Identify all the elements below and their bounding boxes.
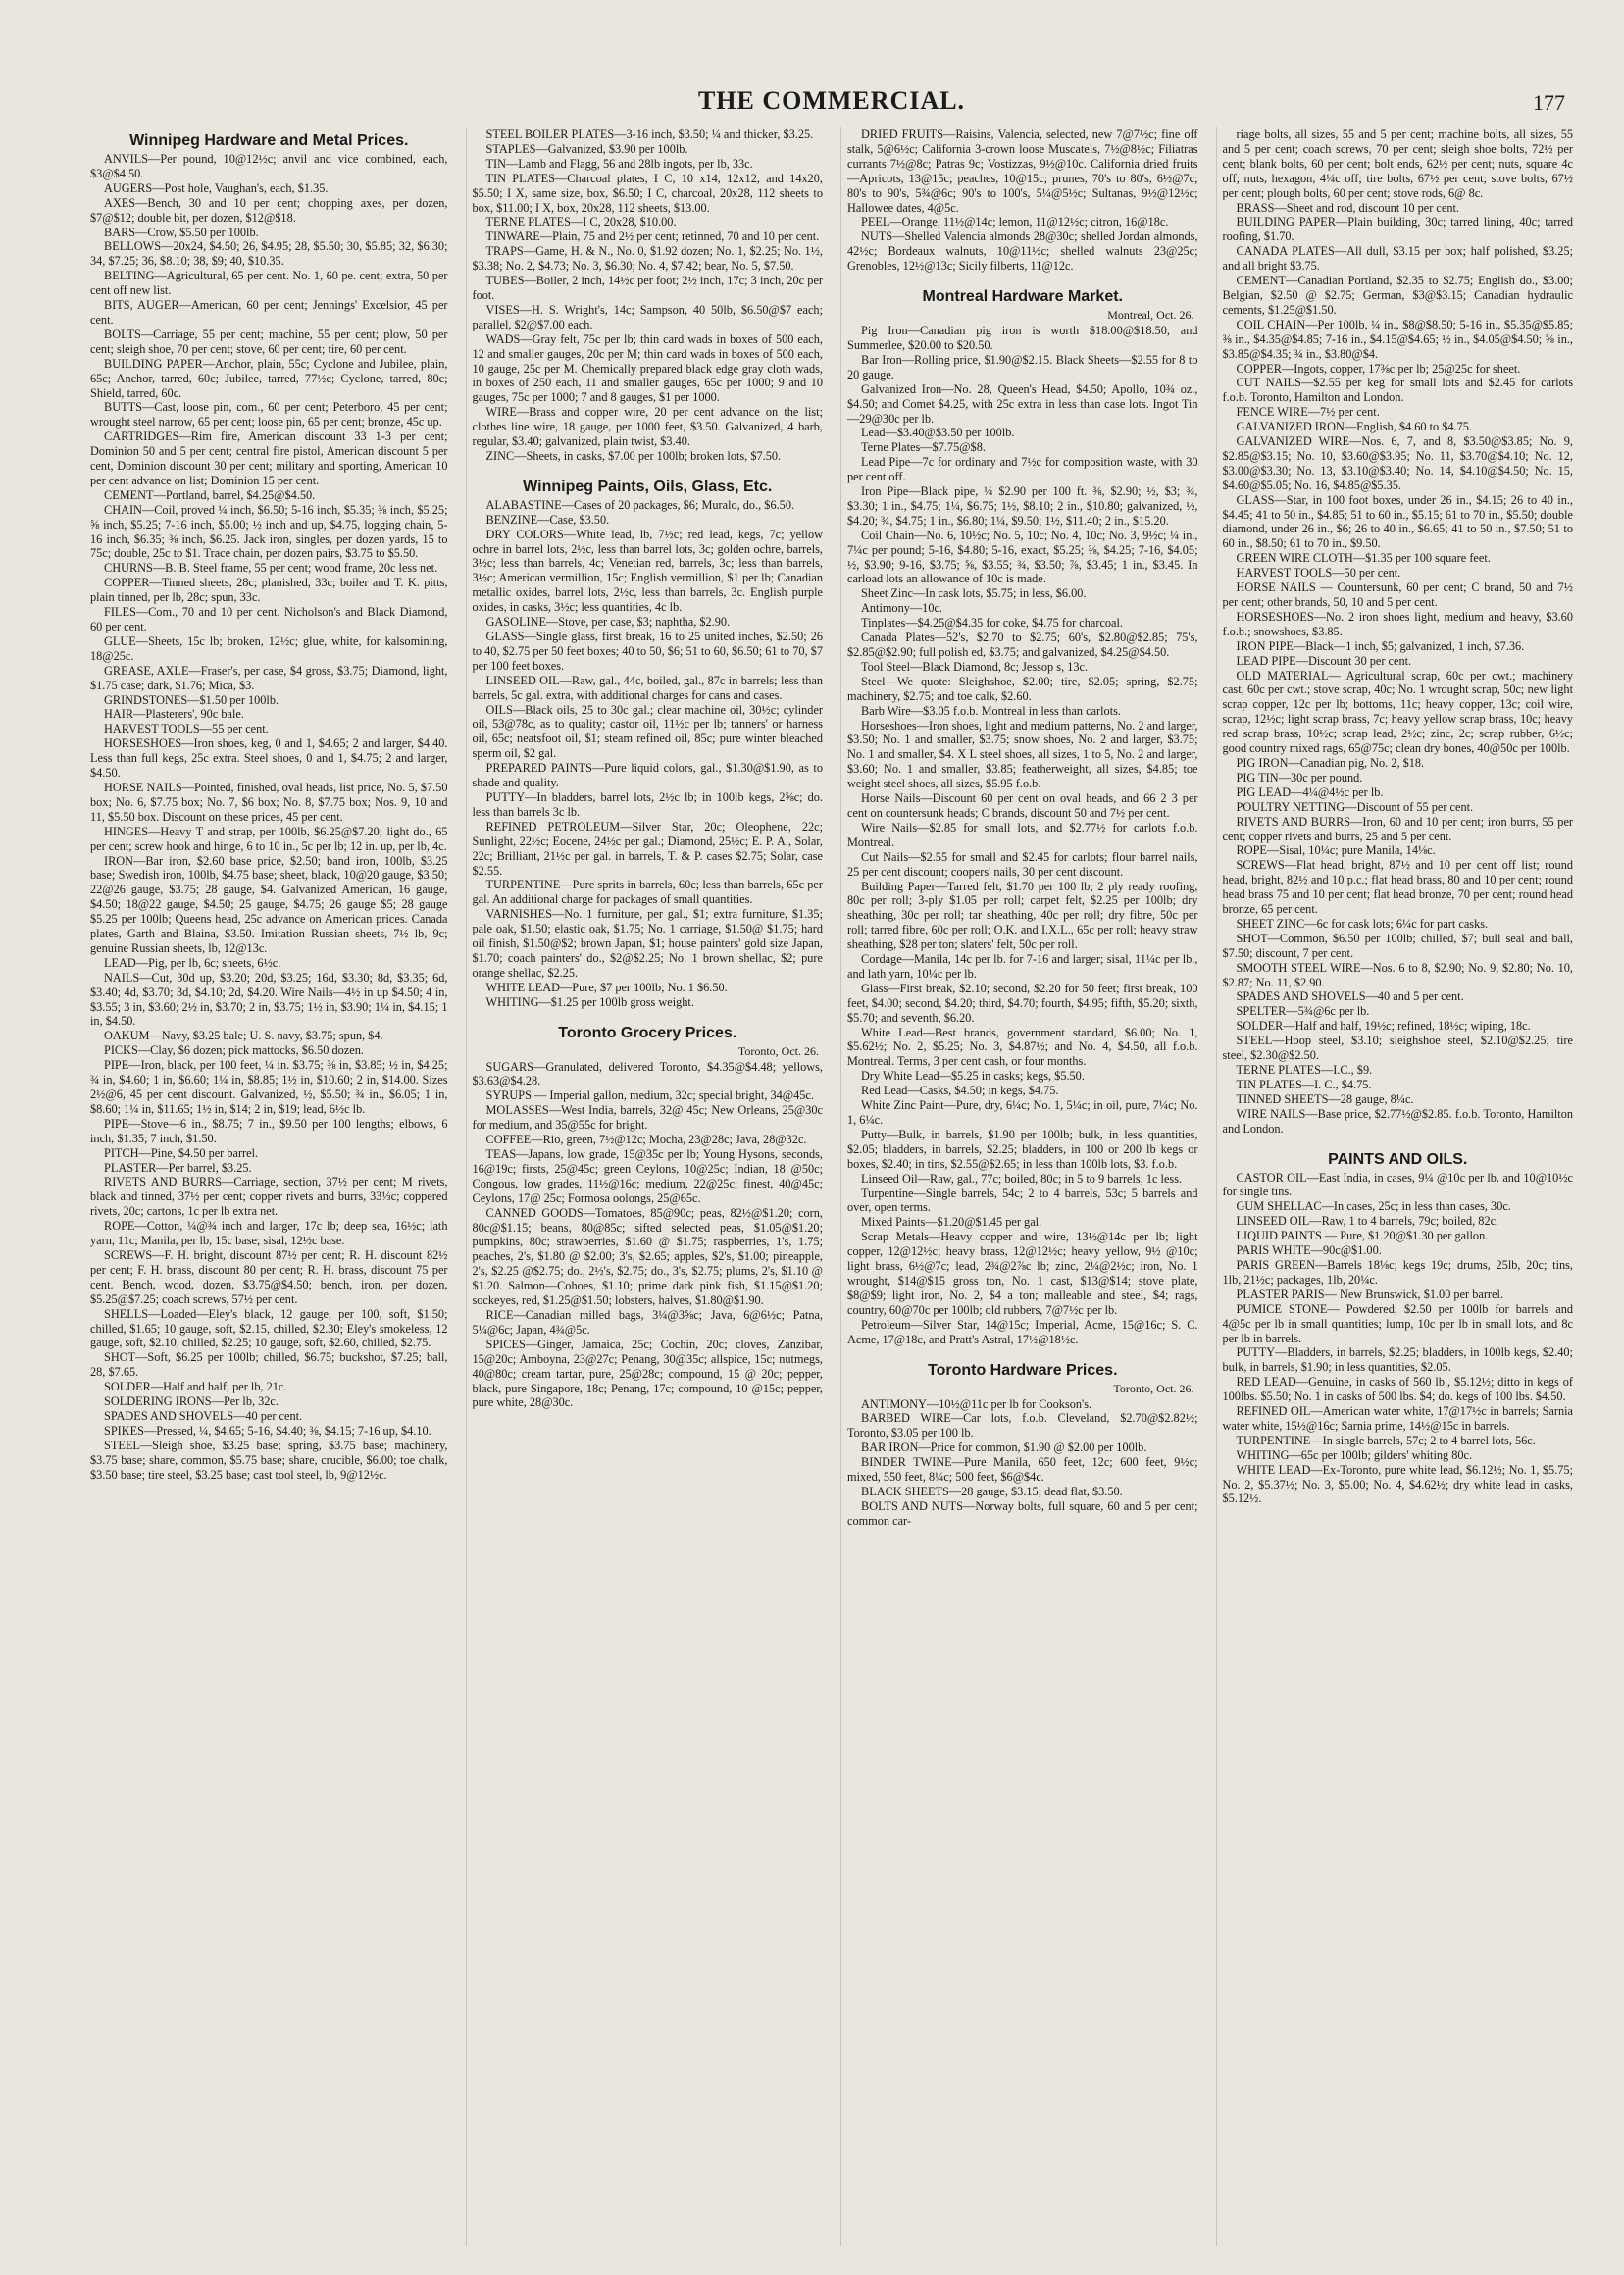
price-entry: WHITE LEAD—Pure, $7 per 100lb; No. 1 $6.50. — [485, 980, 728, 994]
price-section — [847, 127, 1198, 274]
price-entry: BOLTS AND NUTS—Norway bolts, full square, 60 and 5 per cent; common car- — [847, 1498, 1198, 1528]
price-entry: Mixed Paints—$1.20@$1.45 per gal. — [861, 1215, 1042, 1230]
price-entry: HINGES—Heavy T and strap, per 100lb, $6.25@$7.20; light do., 65 per cent; screw hook and hinge, 6 to 10 in., 5c per lb; 12 in. up, per lb, 4c. — [90, 824, 448, 853]
price-entry: SPADES AND SHOVELS—40 and 5 per cent. — [1236, 989, 1464, 1004]
price-entry: BUILDING PAPER—Anchor, plain, 55c; Cyclone and Jubilee, plain, 65c; Anchor, tarred, 60c; Jubilee, tarred, 77½c; Cyclone, tarred, 80c; Shield, tarred, 60c. — [90, 356, 448, 400]
column-4 — [1216, 127, 1574, 2246]
section-heading: Toronto Grocery Prices. — [558, 1024, 737, 1041]
price-entry: RIVETS AND BURRS—Iron, 60 and 10 per cent; iron burrs, 55 per cent; copper rivets and burrs, 25 and 5 per cent. — [1222, 814, 1573, 843]
price-entry: riage bolts, all sizes, 55 and 5 per cent; machine bolts, all sizes, 55 and 5 per cent; coach screws, 70 per cent; sleigh shoe bolts, 72½ per cent; blank bolts, 60 per cent; bolt ends, 62½ per cent; nuts, square 4c off; nuts, hexagon, 4¼c off; tire bolts, 67½ per cent; stove bolts, 67½ per cent; plough bolts, 60 per cent; stove rods, 6@ 8c. — [1222, 127, 1573, 200]
price-entry: SPADES AND SHOVELS—40 per cent. — [104, 1408, 303, 1423]
dateline: Toronto, Oct. 26. — [737, 1043, 819, 1058]
price-entry: TUBES—Boiler, 2 inch, 14½c per foot; 2½ inch, 17c; 3 inch, 20c per foot. — [472, 274, 823, 302]
price-entry: ZINC—Sheets, in casks, $7.00 per 100lb; broken lots, $7.50. — [485, 448, 782, 463]
price-entry: SCREWS—Flat head, bright, 87½ and 10 per cent off list; round head, bright, 82½ and 10 p.c.; flat head brass, 80 and 10 per cent; round head brass 75 and 10 per cent; flat head bronze, 70 per cent; round head bronze, 65 per cent. — [1222, 858, 1573, 917]
price-entry: BAR IRON—Price for common, $1.90 @ $2.00 per 100lb. — [861, 1441, 1147, 1455]
page-number: 177 — [1533, 90, 1565, 115]
price-entry: Cordage—Manila, 14c per lb. for 7-16 and larger; sisal, 11¼c per lb., and lath yarn, 10¼c per lb. — [847, 952, 1198, 981]
price-entry: LIQUID PAINTS — Pure, $1.20@$1.30 per gallon. — [1236, 1229, 1489, 1243]
price-entry: SCREWS—F. H. bright, discount 87½ per cent; R. H. discount 82½ per cent; F. H. brass, discount 80 per cent; R. H. brass, discount 75 per cent. Bench, wood, dozen, $3.75@$4.50; bench, iron, per dozen, $5.25@$7.25; coach screws, 57½ per cent. — [90, 1247, 448, 1306]
price-entry: BENZINE—Case, $3.50. — [485, 512, 610, 527]
price-entry: LINSEED OIL—Raw, 1 to 4 barrels, 79c; boiled, 82c. — [1236, 1214, 1499, 1229]
price-entry: REFINED OIL—American water white, 17@17½c in barrels; Sarnia water white, 15½@16c; Sarnia prime, 14½@15c in barrels. — [1222, 1404, 1573, 1433]
price-entry: GASOLINE—Stove, per case, $3; naphtha, $2.90. — [485, 615, 731, 630]
price-entry: Building Paper—Tarred felt, $1.70 per 100 lb; 2 ply ready roofing, 80c per roll; 3-ply $1.05 per roll; carpet felt, $2.25 per 100lb; dry sheathing, 30c per roll; tar sheathing, 40c per roll; dry fibre, 50c per roll; tarred fibre, 60c per roll; O.K. and I.X.L., 65c per roll; heavy straw sheathing, $28 per ton; slaters' felt, 50c per roll. — [847, 879, 1198, 952]
section-heading: PAINTS AND OILS. — [1328, 1150, 1468, 1168]
price-entry: Petroleum—Silver Star, 14@15c; Imperial, Acme, 15@16c; S. C. Acme, 17@18c, and Pratt's Astral, 17½@18½c. — [847, 1317, 1198, 1346]
price-entry: Horse Nails—Discount 60 per cent on oval heads, and 66 2 3 per cent on countersunk heads; C brands, discount 50 and 7½ per cent. — [847, 791, 1198, 820]
price-entry: WADS—Gray felt, 75c per lb; thin card wads in boxes of 500 each, 12 and smaller gauges, 20c per M; thin card wads in boxes of 500 each, 10 gauge, 25c per M. Chemically prepared black edge gray cloth wads, in boxes of 250 each, 11 and smaller gauges, 65c per 1000; 9 and 10 gauges, 75c per 1000; 7 and 8 gauges, $1 per 1000. — [472, 331, 823, 405]
price-entry: GALVANIZED IRON—English, $4.60 to $4.75. — [1236, 420, 1472, 434]
price-entry: HAIR—Plasterers', 90c bale. — [104, 707, 244, 722]
price-entry: CASTOR OIL—East India, in cases, 9¼ @10c per lb. and 10@10½c for single tins. — [1222, 1170, 1573, 1199]
price-entry: TIN—Lamb and Flagg, 56 and 28lb ingots, per lb, 33c. — [485, 156, 753, 171]
price-entry: GREEN WIRE CLOTH—$1.35 per 100 square feet. — [1236, 551, 1491, 566]
price-entry: CHURNS—B. B. Steel frame, 55 per cent; wood frame, 20c less net. — [104, 561, 438, 576]
price-section — [473, 1024, 824, 1411]
price-entry: WHITING—65c per 100lb; gilders' whiting 80c. — [1236, 1447, 1473, 1462]
price-entry: CANNED GOODS—Tomatoes, 85@90c; peas, 82½@$1.20; corn, 80c@$1.15; beans, 80@85c; sifted selected peas, $1.05@$1.20; pumpkins, 80c; strawberries, $1.60 @ $1.75; raspberries, 1's, 1.75; peaches, 2's, $1.80 @ $2.00; 3's, $2.65; apples, $2's, $1.00; pineapple, 2's, $2.25 @$2.75; do., 2½'s, $2.75; do., 3's, $2.75; plums, 2's, $1.10 @ $1.20. Salmon—Cohoes, $1.10; prime dark pink fish, $1.15@$1.20; sockeyes, red, $1.25@$1.50; lobsters, halves, $1.80@$1.90. — [472, 1205, 823, 1308]
price-entry: HORSE NAILS — Countersunk, 60 per cent; C brand, 50 and 7½ per cent; other brands, 50, 10 and 5 per cent. — [1222, 581, 1573, 609]
price-entry: Lead Pipe—7c for ordinary and 7½c for composition waste, with 30 per cent off. — [847, 455, 1198, 484]
price-entry: Linseed Oil—Raw, gal., 77c; boiled, 80c; in 5 to 9 barrels, 1c less. — [861, 1171, 1183, 1186]
price-entry: ANTIMONY—10½@11c per lb for Cookson's. — [861, 1396, 1092, 1411]
price-entry: BARBED WIRE—Car lots, f.o.b. Cleveland, $2.70@$2.82½; Toronto, $3.05 per 100 lb. — [847, 1411, 1198, 1441]
page-header — [90, 86, 1573, 124]
article-columns — [90, 127, 1573, 2246]
price-entry: AUGERS—Post hole, Vaughan's, each, $1.35. — [104, 180, 329, 195]
column-1 — [90, 127, 448, 2246]
price-entry: REFINED PETROLEUM—Silver Star, 20c; Oleophene, 22c; Sunlight, 22½c; Eocene, 24½c per gal.; Diamond, 25½c; E. P. A., Solar, 22c; Brilliant, 21½c per gal. in barrels, T. & P. cases $2.75; Solar, case $2.55. — [472, 819, 823, 878]
price-entry: TINWARE—Plain, 75 and 2½ per cent; retinned, 70 and 10 per cent. — [485, 229, 820, 244]
price-entry: Cut Nails—$2.55 for small and $2.45 for carlots; flour barrel nails, 25 per cent discount; coopers' nails, 30 per cent discount. — [847, 849, 1198, 879]
price-entry: Horseshoes—Iron shoes, light and medium patterns, No. 2 and larger, $3.50; No. 1 and smaller, $3.75; snow shoes, No. 2 and larger, $3.75; No. 1 and smaller, $4. X L steel shoes, all sizes, 1 to 5, No. 2 and larger, $3.60; No. 1 and smaller, $3.85; featherweight, all sizes, $4.85; toe weight steel shoes, all sizes, $5.95 f.o.b. — [847, 718, 1198, 791]
price-entry: VARNISHES—No. 1 furniture, per gal., $1; extra furniture, $1.35; pale oak, $1.50; elastic oak, $1.75; No. 1 carriage, $1.50@ $1.75; hard oil finish, $1.50@$2; brown Japan, $1; house painters' gold size Japan, $1.70; coach painters' do., $2@$2.25; No. 1 brown shellac, $2; pure orange shellac, $2.25. — [472, 907, 823, 980]
price-entry: PITCH—Pine, $4.50 per barrel. — [104, 1145, 259, 1160]
price-entry: LEAD—Pig, per lb, 6c; sheets, 6½c. — [104, 955, 281, 970]
price-entry: PICKS—Clay, $6 dozen; pick mattocks, $6.50 dozen. — [104, 1043, 364, 1058]
price-entry: Wire Nails—$2.85 for small lots, and $2.77½ for carlots f.o.b. Montreal. — [847, 820, 1198, 849]
price-section — [847, 287, 1198, 1346]
price-entry: GALVANIZED WIRE—Nos. 6, 7, and 8, $3.50@$3.85; No. 9, $2.85@$3.15; No. 10, $3.60@$3.95; No. 11, $3.70@$4.10; No. 12, $3.00@$3.30; No. 13, $3.10@$3.40; No. 14, $4.10@$4.50; No. 15, $4.60@$5.05; No. 16, $4.85@$5.35. — [1222, 434, 1573, 492]
price-entry: COPPER—Ingots, copper, 17⅜c per lb; 25@25c for sheet. — [1236, 361, 1521, 376]
price-entry: FENCE WIRE—7½ per cent. — [1236, 405, 1380, 420]
price-entry: Barb Wire—$3.05 f.o.b. Montreal in less than carlots. — [861, 703, 1121, 718]
price-entry: BELLOWS—20x24, $4.50; 26, $4.95; 28, $5.50; 30, $5.85; 32, $6.30; 34, $7.25; 36, $8.10; 38, $9; 40, $10.35. — [90, 239, 448, 269]
price-entry: SHOT—Common, $6.50 per 100lb; chilled, $7; bull seal and ball, $7.50; discount, 7 per cent. — [1222, 931, 1573, 960]
price-entry: TURPENTINE—Pure sprits in barrels, 60c; less than barrels, 65c per gal. An additional charge for packages of small quantities. — [472, 878, 823, 907]
price-entry: HARVEST TOOLS—50 per cent. — [1236, 566, 1401, 581]
price-entry: COFFEE—Rio, green, 7½@12c; Mocha, 23@28c; Java, 28@32c. — [485, 1133, 807, 1147]
price-entry: RICE—Canadian milled bags, 3¼@3⅝c; Java, 6@6½c; Patna, 5¼@6c; Japan, 4¾@5c. — [472, 1307, 823, 1337]
price-entry: Canada Plates—52's, $2.70 to $2.75; 60's, $2.80@$2.85; 75's, $2.85@$2.90; full polish ed, $3.75; and galvanized, $4.25@$4.50. — [847, 631, 1198, 659]
dateline: Montreal, Oct. 26. — [1107, 308, 1194, 323]
price-entry: OAKUM—Navy, $3.25 bale; U. S. navy, $3.75; spun, $4. — [104, 1029, 383, 1043]
price-entry: FILES—Com., 70 and 10 per cent. Nicholson's and Black Diamond, 60 per cent. — [90, 605, 448, 633]
price-entry: TRAPS—Game, H. & N., No. 0, $1.92 dozen; No. 1, $2.25; No. 1½, $3.38; No. 2, $4.73; No. 3, $6.30; No. 4, $7.42; bear, No. 5, $7.50. — [472, 244, 823, 274]
price-entry: Bar Iron—Rolling price, $1.90@$2.15. Black Sheets—$2.55 for 8 to 20 gauge. — [847, 352, 1198, 381]
price-entry: SPIKES—Pressed, ¼, $4.65; 5-16, $4.40; ⅜, $4.15; 7-16 up, $4.10. — [104, 1423, 431, 1438]
price-entry: IRON—Bar iron, $2.60 base price, $2.50; band iron, 100lb, $3.25 base; Swedish iron, 100lb, $4.75 base; sheet, black, 10@20 gauge, $3.50; 22@26 gauge, $3.75; 28 gauge, $4. Galvanized American, 16 gauge, $4.50; 18@22 gauge, $4.50; 25 gauge, $4.75; 26 gauge $5; 28 gauge $5.25 per 100lb; Queens head, 25c advance on American prices. Canada plates, Garth and Blaina, $3.50. Imitation Russian sheets, 7½ lb, 9c; genuine Russian sheets, lb, 12@13c. — [90, 853, 448, 955]
price-entry: SUGARS—Granulated, delivered Toronto, $4.35@$4.48; yellows, $3.63@$4.28. — [472, 1059, 823, 1088]
price-entry: SPICES—Ginger, Jamaica, 25c; Cochin, 20c; cloves, Zanzibar, 15@20c; Amboyna, 23@27c; Penang, 30@35c; allspice, 15c; nutmegs, 40@80c; cream tartar, pure, 25@28c; compound, 15 @ 20c; pepper, black, pure Singapore, 18c; Penang, 17c; compound, 10 @15c; pepper, pure white, 28@30c. — [472, 1337, 823, 1410]
price-entry: BLACK SHEETS—28 gauge, $3.15; dead flat, $3.50. — [861, 1484, 1123, 1498]
price-entry: PARIS WHITE—90c@$1.00. — [1236, 1243, 1382, 1258]
price-entry: Antimony—10c. — [861, 601, 942, 616]
price-entry: SHELLS—Loaded—Eley's black, 12 gauge, per 100, soft, $1.50; chilled, $1.65; 10 gauge, soft, $2.15, chilled, $2.30; Eley's smokeless, 12 gauge, soft, $2.10, chilled, $2.25; 10 gauge, soft, $2.60, chilled, $2.75. — [90, 1306, 448, 1350]
price-entry: SYRUPS — Imperial gallon, medium, 32c; special bright, 34@45c. — [485, 1088, 814, 1103]
price-entry: NUTS—Shelled Valencia almonds 28@30c; shelled Jordan almonds, 42½c; Bordeaux walnuts, 10@11½c; shelled walnuts 23@25c; Grenobles, 12½@13c; Sicily filberts, 11@12c. — [847, 229, 1198, 274]
price-entry: HORSESHOES—No. 2 iron shoes light, medium and heavy, $3.60 f.o.b.; snowshoes, $3.85. — [1222, 609, 1573, 638]
price-entry: WHITE LEAD—Ex-Toronto, pure white lead, $6.12½; No. 1, $5.75; No. 2, $5.37½; No. 3, $5.00; No. 4, $4.62½; dry white lead in casks, $5.12½. — [1222, 1462, 1573, 1506]
price-entry: LINSEED OIL—Raw, gal., 44c, boiled, gal., 87c in barrels; less than barrels, 5c gal. extra, with additional charges for cans and cases. — [472, 673, 823, 702]
price-entry: OILS—Black oils, 25 to 30c gal.; clear machine oil, 30½c; cylinder oil, 53@78c, as to quality; castor oil, 11½c per lb; tanners' or harness oil, 65c; neatsfoot oil, $1; steam refined oil, 85c; pure winter bleached sperm oil, $2 gal. — [472, 702, 823, 761]
masthead-title: THE COMMERCIAL. — [697, 86, 966, 115]
price-entry: SHEET ZINC—6c for cask lots; 6¼c for part casks. — [1236, 916, 1489, 931]
price-entry: SOLDERING IRONS—Per lb, 32c. — [104, 1394, 279, 1409]
section-heading: Toronto Hardware Prices. — [927, 1361, 1118, 1379]
price-entry: LEAD PIPE—Discount 30 per cent. — [1236, 653, 1412, 668]
price-entry: BINDER TWINE—Pure Manila, 650 feet, 12c; 600 feet, 9½c; mixed, 550 feet, 8¼c; 500 feet, $6@$4c. — [847, 1455, 1198, 1485]
price-entry: ALABASTINE—Cases of 20 packages, $6; Muralo, do., $6.50. — [485, 497, 795, 512]
price-entry: Turpentine—Single barrels, 54c; 2 to 4 barrels, 53c; 5 barrels and over, open terms. — [847, 1186, 1198, 1215]
price-entry: PIG LEAD—4¼@4½c per lb. — [1236, 784, 1384, 799]
price-entry: Red Lead—Casks, $4.50; in kegs, $4.75. — [861, 1084, 1059, 1098]
price-section — [847, 1361, 1198, 1529]
price-entry: GLUE—Sheets, 15c lb; broken, 12½c; glue, white, for kalsomining, 18@25c. — [90, 633, 448, 663]
price-entry: TURPENTINE—In single barrels, 57c; 2 to 4 barrel lots, 56c. — [1236, 1433, 1536, 1447]
price-entry: BELTING—Agricultural, 65 per cent. No. 1, 60 pe. cent; extra, 50 per cent off new list. — [90, 269, 448, 298]
price-entry: HARVEST TOOLS—55 per cent. — [104, 722, 269, 736]
section-heading: Montreal Hardware Market. — [922, 288, 1123, 306]
price-entry: STEEL—Hoop steel, $3.10; sleighshoe steel, $2.10@$2.25; tire steel, $2.30@$2.50. — [1222, 1034, 1573, 1063]
price-entry: SOLDER—Half and half, per lb, 21c. — [104, 1380, 287, 1394]
price-entry: RED LEAD—Genuine, in casks of 560 lb., $5.12½; ditto in kegs of 100lbs. $5.50; No. 1 in casks of 500 lbs. $4; do. kegs of 100 lbs. $4.50. — [1222, 1375, 1573, 1404]
price-entry: ROPE—Cotton, ¼@¾ inch and larger, 17c lb; deep sea, 16½c; lath yarn, 11c; Manila, per lb, 15c base; sisal, 12½c base. — [90, 1219, 448, 1248]
price-entry: PUTTY—In bladders, barrel lots, 2½c lb; in 100lb kegs, 2⅝c; do. less than barrels 3c lb. — [472, 789, 823, 819]
price-entry: SHOT—Soft, $6.25 per 100lb; chilled, $6.75; buckshot, $7.25; ball, 28, $7.65. — [90, 1350, 448, 1380]
price-entry: PREPARED PAINTS—Pure liquid colors, gal., $1.30@$1.90, as to shade and quality. — [472, 761, 823, 790]
price-entry: AXES—Bench, 30 and 10 per cent; chopping axes, per dozen, $7@$12; double bit, per dozen, $12@$18. — [90, 195, 448, 225]
price-entry: Lead—$3.40@$3.50 per 100lb. — [861, 426, 1015, 440]
price-entry: Pig Iron—Canadian pig iron is worth $18.00@$18.50, and Summerlee, $20.00 to $20.50. — [847, 324, 1198, 352]
price-entry: Glass—First break, $2.10; second, $2.20 for 50 feet; first break, 100 feet, $4.00; second, $4.20; third, $4.70; fourth, $4.95; fifth, $5.20; sixth, $5.70; and seventh, $6.20. — [847, 981, 1198, 1025]
price-section — [1223, 127, 1574, 1137]
price-entry: BUTTS—Cast, loose pin, com., 60 per cent; Peterboro, 45 per cent; wrought steel narrow, 65 per cent; loose pin, 65 per cent; bronze, 45c up. — [90, 400, 448, 430]
price-entry: Tinplates—$4.25@$4.35 for coke, $4.75 for charcoal. — [861, 616, 1124, 631]
price-entry: GLASS—Single glass, first break, 16 to 25 united inches, $2.50; 26 to 40, $2.75 per 50 feet boxes; 40 to 50, $6; 51 to 60, $6.50; 61 to 70, $7 per 100 feet boxes. — [472, 630, 823, 673]
price-entry: Galvanized Iron—No. 28, Queen's Head, $4.50; Apollo, 10¾ oz., $4.50; and Comet $4.25, with 25c extra in less than case lots. Ingot Tin—29@30c per lb. — [847, 381, 1198, 426]
price-entry: MOLASSES—West India, barrels, 32@ 45c; New Orleans, 25@30c for medium, and 35@55c for bright. — [472, 1103, 823, 1133]
price-entry: WHITING—$1.25 per 100lb gross weight. — [485, 994, 694, 1009]
price-entry: CANADA PLATES—All dull, $3.15 per box; half polished, $3.25; and all bright $3.75. — [1222, 244, 1573, 274]
price-entry: RIVETS AND BURRS—Carriage, section, 37½ per cent; M rivets, black and tinned, 37½ per cent; copper rivets and burrs, 33⅓c; coppered rivets, 20c; cartons, 1c per lb extra net. — [90, 1175, 448, 1219]
price-entry: IRON PIPE—Black—1 inch, $5; galvanized, 1 inch, $7.36. — [1236, 638, 1525, 653]
price-entry: Coil Chain—No. 6, 10½c; No. 5, 10c; No. 4, 10c; No. 3, 9½c; ¼ in., 7¼c per pound; 5-16, $4.80; 5-16, exact, $5.25; ⅜, $4.25; 7-16, $4.05; ½, $3.90; 9-16, $3.75; ⅝, $3.55; ¾, $3.50; ⅞, $3.45; 1 in., $3.45. In carload lots an allowance of 10c is made. — [847, 528, 1198, 586]
price-entry: DRY COLORS—White lead, lb, 7½c; red lead, kegs, 7c; yellow ochre in barrel lots, 2½c, less than barrel lots, 3c; golden ochre, barrels, 3½c; less than barrels, 4c; Venetian red, barrels, 3c; less than barrels, 3½c; American vermillion, 15c; English vermillion, $1 per lb; Canadian metallic oxides, barrel lots, 2½c, less than barrels, 3c. English purple oxides, in casks, 3½c; less quantities, 4c lb. — [472, 527, 823, 615]
price-entry: BITS, AUGER—American, 60 per cent; Jennings' Excelsior, 45 per cent. — [90, 298, 448, 327]
price-entry: CARTRIDGES—Rim fire, American discount 33 1-3 per cent; Dominion 50 and 5 per cent; central fire pistol, American discount 5 per cent, Dominion discount 30 per cent; military and sporting, American 10 per cent advance on list; Dominion 15 per cent. — [90, 430, 448, 487]
price-entry: PIG TIN—30c per pound. — [1236, 770, 1363, 784]
price-section — [473, 127, 824, 464]
price-entry: ROPE—Sisal, 10¼c; pure Manila, 14⅛c. — [1236, 843, 1436, 858]
price-entry: SMOOTH STEEL WIRE—Nos. 6 to 8, $2.90; No. 9, $2.80; No. 10, $2.87; No. 11, $2.90. — [1222, 960, 1573, 989]
price-entry: WIRE—Brass and copper wire, 20 per cent advance on the list; clothes line wire, 18 gauge, per 1000 feet, $3.50. Galvanized, 4 barb, regular, $3.40; galvanized, plain twist, $3.40. — [472, 405, 823, 449]
price-entry: WIRE NAILS—Base price, $2.77½@$2.85. f.o.b. Toronto, Hamilton and London. — [1222, 1106, 1573, 1136]
price-entry: PIG IRON—Canadian pig, No. 2, $18. — [1236, 755, 1425, 770]
price-section — [1223, 1150, 1574, 1507]
price-entry: NAILS—Cut, 30d up, $3.20; 20d, $3.25; 16d, $3.30; 8d, $3.35; 6d, $3.40; 4d, $3.70; 3d, $4.10; 2d, $4.20. Wire Nails—4½ in up $4.50; 4 in, $3.55; 3 in, $3.60; 2½ in, $3.70; 2 in, $3.75; 1½ in, $3.90; 1¼ in, $4.15; 1 in, $4.50. — [90, 970, 448, 1029]
price-entry: CEMENT—Canadian Portland, $2.35 to $2.75; English do., $3.00; Belgian, $2.50 @ $2.75; German, $3@$3.15; Canadian hydraulic cements, $1.25@$1.50. — [1222, 274, 1573, 317]
price-entry: PEEL—Orange, 11½@14c; lemon, 11@12½c; citron, 16@18c. — [861, 215, 1169, 229]
price-entry: HORSESHOES—Iron shoes, keg, 0 and 1, $4.65; 2 and larger, $4.40. Less than full kegs, 25c extra. Steel shoes, 0 and 1, $4.75; 2 and larger, $4.50. — [90, 736, 448, 781]
price-entry: PIPE—Stove—6 in., $8.75; 7 in., $9.50 per 100 lengths; elbows, 6 inch, $1.35; 7 inch, $1.50. — [90, 1116, 448, 1145]
price-entry: PARIS GREEN—Barrels 18⅛c; kegs 19c; drums, 25lb, 20c; tins, 1lb, 21½c; packages, 1lb, 20¼c. — [1222, 1257, 1573, 1287]
price-entry: Iron Pipe—Black pipe, ¼ $2.90 per 100 ft. ⅜, $2.90; ½, $3; ¾, $3.30; 1 in., $4.75; 1¼, $6.75; 1½, $8.10; 2 in., $10.80; galvanized, ½, $4.20; ¾, $4.75; 1 in., $6.80; 1¼, $9.50; 1½, $11.40; 2 in., $15.20. — [847, 484, 1198, 528]
price-entry: ANVILS—Per pound, 10@12½c; anvil and vice combined, each, $3@$4.50. — [90, 152, 448, 180]
price-entry: DRIED FRUITS—Raisins, Valencia, selected, new 7@7½c; fine off stalk, 5@6½c; California 3-crown loose Muscatels, 7½@8½c; Filiatras currants 7½@8c; Patras 9c; Vostizzas, 9½@10c. California dried fruits—Apricots, 13@15c; peaches, 10@15c; prunes, 70's to 80's, 6½@7c; 80's to 90's, 5¾@6c; 90's to 100's, 5¼@5½c; Sultanas, 9½@12½c; Hallowee dates, 4@5c. — [847, 127, 1198, 215]
price-entry: GLASS—Star, in 100 foot boxes, under 26 in., $4.15; 26 to 40 in., $4.45; 41 to 50 in., $4.85; 51 to 60 in., $5.15; 61 to 70 in., $5.50; double diamond, under 26 in., $6; 26 to 40 in., $6.65; 41 to 50 in., $7.50; 51 to 60 in., $8.50; 61 to 70 in., $9.50. — [1222, 492, 1573, 551]
price-entry: Putty—Bulk, in barrels, $1.90 per 100lb; bulk, in less quantities, $2.05; bladders, in barrels, $2.25; bladders, in 100 or 200 lb kegs or boxes, $2.40; in tins, $2.55@$2.65; in less than 100lb lots, $3. f.o.b. — [847, 1127, 1198, 1171]
price-entry: PIPE—Iron, black, per 100 feet, ¼ in. $3.75; ⅜ in, $3.85; ½ in, $4.25; ¾ in, $4.60; 1 in, $6.60; 1¼ in, $8.85; 1½ in, $10.60; 2 in, $14.00. Sizes 2½@6, 45 per cent discount. Galvanized, ½, $5.50; ¾ in., $6.05; 1 in, $8.60; 1¼ in, $11.65; 1½ in, $14; 2 in, $19; lead, 6½c lb. — [90, 1058, 448, 1116]
section-heading: Winnipeg Hardware and Metal Prices. — [129, 132, 409, 149]
price-entry: BRASS—Sheet and rod, discount 10 per cent. — [1236, 200, 1459, 215]
price-entry: PUMICE STONE— Powdered, $2.50 per 100lb for barrels and 4@5c per lb in small quantities; lump, 10c per lb in small lots, and 8c per lb in barrels. — [1222, 1301, 1573, 1345]
price-entry: TERNE PLATES—I.C., $9. — [1236, 1063, 1373, 1077]
price-entry: Terne Plates—$7.75@$8. — [861, 440, 986, 455]
price-entry: CHAIN—Coil, proved ¼ inch, $6.50; 5-16 inch, $5.35; ⅜ inch, $5.25; ⅝ inch, $5.25; 7-16 inch, $5.00; ½ inch and up, $4.75, logging chain, 5-16 inch, $6.35; ⅜ inch, $6.25. Jack iron, singles, per dozen yards, 15 to 75c; double, 25c to $1. Trace chain, per dozen pairs, $3.75 to $5.50. — [90, 502, 448, 561]
dateline: Toronto, Oct. 26. — [1113, 1381, 1194, 1395]
price-entry: TIN PLATES—I. C., $4.75. — [1236, 1077, 1372, 1091]
price-section — [473, 478, 824, 1010]
price-entry: VISES—H. S. Wright's, 14c; Sampson, 40 50lb, $6.50@$7 each; parallel, $2@$7.00 each. — [472, 302, 823, 331]
price-entry: TINNED SHEETS—28 gauge, 8¼c. — [1236, 1091, 1414, 1106]
price-entry: OLD MATERIAL— Agricultural scrap, 60c per cwt.; machinery cast, 60c per cwt.; stove scrap, 40c; No. 1 wrought scrap, 50c; new light scrap copper, 12c per lb; bottoms, 11c; heavy copper, 13c; coil wire, scrap, 12½c; light scrap brass, 7c; heavy yellow scrap brass, 10c; heavy red scrap brass, 10½c; scrap lead, 2½c; zinc, 2c; scrap rubber, 6½c; good country mixed rags, 65@75c; clean dry bones, 40@50c per 100lb. — [1222, 668, 1573, 756]
price-entry: STEEL BOILER PLATES—3-16 inch, $3.50; ¼ and thicker, $3.25. — [485, 127, 814, 141]
price-entry: TERNE PLATES—I C, 20x28, $10.00. — [485, 215, 677, 229]
price-entry: GREASE, AXLE—Fraser's, per case, $4 gross, $3.75; Diamond, light, $1.75 case; dark, $1.76; Mica, $3. — [90, 663, 448, 692]
price-entry: GUM SHELLAC—In cases, 25c; in less than cases, 30c. — [1236, 1199, 1511, 1214]
price-section — [90, 131, 448, 1482]
price-entry: BUILDING PAPER—Plain building, 30c; tarred lining, 40c; tarred roofing, $1.70. — [1222, 215, 1573, 244]
price-entry: CUT NAILS—$2.55 per keg for small lots and $2.45 for carlots f.o.b. Toronto, Hamilton and London. — [1222, 376, 1573, 405]
price-entry: PUTTY—Bladders, in barrels, $2.25; bladders, in 100lb kegs, $2.40; bulk, in barrels, $1.90; in less quantities, $2.05. — [1222, 1345, 1573, 1375]
price-entry: Steel—We quote: Sleighshoe, $2.00; tire, $2.05; spring, $2.75; machinery, $2.75; and toe calk, $2.60. — [847, 674, 1198, 703]
column-3 — [840, 127, 1198, 2246]
price-entry: Sheet Zinc—In cask lots, $5.75; in less, $6.00. — [861, 586, 1087, 601]
price-entry: COPPER—Tinned sheets, 28c; planished, 33c; boiler and T. K. pitts, plain tinned, per lb, 28c; spun, 33c. — [90, 576, 448, 605]
price-entry: STAPLES—Galvanized, $3.90 per 100lb. — [485, 141, 688, 156]
price-entry: TIN PLATES—Charcoal plates, I C, 10 x14, 12x12, and 14x20, $5.50; I X, same size, box, $6.50; I C, charcoal, 20x28, 112 sheets to box, $11.00; I X, box, 20x28, 112 sheets, $13.00. — [472, 171, 823, 215]
price-entry: TEAS—Japans, low grade, 15@35c per lb; Young Hysons, seconds, 16@19c; firsts, 25@45c; green Ceylons, 10@25c; Indian, 18 @50c; Congous, low grades, 11½@16c; medium, 22@25c; finest, 40@45c; Ceylons, 17@ 25c; Formosa oolongs, 25@65c. — [472, 1147, 823, 1205]
section-heading: Winnipeg Paints, Oils, Glass, Etc. — [523, 478, 773, 495]
price-entry: SPELTER—5¾@6c per lb. — [1236, 1004, 1370, 1019]
price-entry: Scrap Metals—Heavy copper and wire, 13½@14c per lb; light copper, 12@12½c; heavy brass, 12@12½c; heavy yellow, 9½ @10c; light brass, 6½@7c; lead, 2¾@2⅞c lb; zinc, 2¼@2½c; iron, No. 1 wrought, $14@$15 gross ton, No. 1 cast, $13@$14; stove plate, $8@$9; light iron, No. 2, $4 a ton; malleable and steel, $4; rags, country, 60@70c per 100lb; old rubbers, 7@7½c per lb. — [847, 1230, 1198, 1317]
price-entry: PLASTER PARIS— New Brunswick, $1.00 per barrel. — [1236, 1287, 1503, 1301]
price-entry: White Lead—Best brands, government standard, $6.00; No. 1, $5.62½; No. 2, $5.25; No. 3, $4.87½; and No. 4, $4.50, all f.o.b. Montreal. Terms, 3 per cent cash, or four months. — [847, 1025, 1198, 1069]
price-entry: HORSE NAILS—Pointed, finished, oval heads, list price, No. 5, $7.50 box; No. 6, $7.75 box; No. 7, $6 box; No. 8, $7.75 box; Nos. 9, 10 and 11, $5.50 box. Discount on these prices, 45 per cent. — [90, 780, 448, 824]
price-entry: STEEL—Sleigh shoe, $3.25 base; spring, $3.75 base; machinery, $3.75 base; share, common, $5.75 base; share, crucible, $6.00; toe chalk, $3.50 base; tire steel, $3.25 base; cast tool steel, lb, 9@12½c. — [90, 1438, 448, 1482]
price-entry: COIL CHAIN—Per 100lb, ¼ in., $8@$8.50; 5-16 in., $5.35@$5.85; ⅜ in., $4.35@$4.85; 7-16 in., $4.15@$4.65; ½ in., $4.05@$4.50; ⅝ in., $3.85@$4.35; ¾ in., $3.80@$4. — [1222, 317, 1573, 361]
price-entry: BARS—Crow, $5.50 per 100lb. — [104, 225, 259, 239]
price-entry: Dry White Lead—$5.25 in casks; kegs, $5.50. — [861, 1069, 1085, 1084]
price-entry: POULTRY NETTING—Discount of 55 per cent. — [1236, 799, 1474, 814]
price-entry: CEMENT—Portland, barrel, $4.25@$4.50. — [104, 487, 316, 502]
price-entry: White Zinc Paint—Pure, dry, 6¼c; No. 1, 5¼c; in oil, pure, 7¼c; No. 1, 6¼c. — [847, 1098, 1198, 1127]
price-entry: BOLTS—Carriage, 55 per cent; machine, 55 per cent; plow, 50 per cent; sleigh shoe, 70 per cent; stove, 60 per cent; tire, 60 per cent. — [90, 327, 448, 356]
column-2 — [466, 127, 824, 2246]
price-entry: Tool Steel—Black Diamond, 8c; Jessop s, 13c. — [861, 659, 1089, 674]
price-entry: PLASTER—Per barrel, $3.25. — [104, 1160, 252, 1175]
price-entry: GRINDSTONES—$1.50 per 100lb. — [104, 692, 279, 707]
price-entry: SOLDER—Half and half, 19½c; refined, 18½c; wiping, 18c. — [1236, 1019, 1531, 1034]
